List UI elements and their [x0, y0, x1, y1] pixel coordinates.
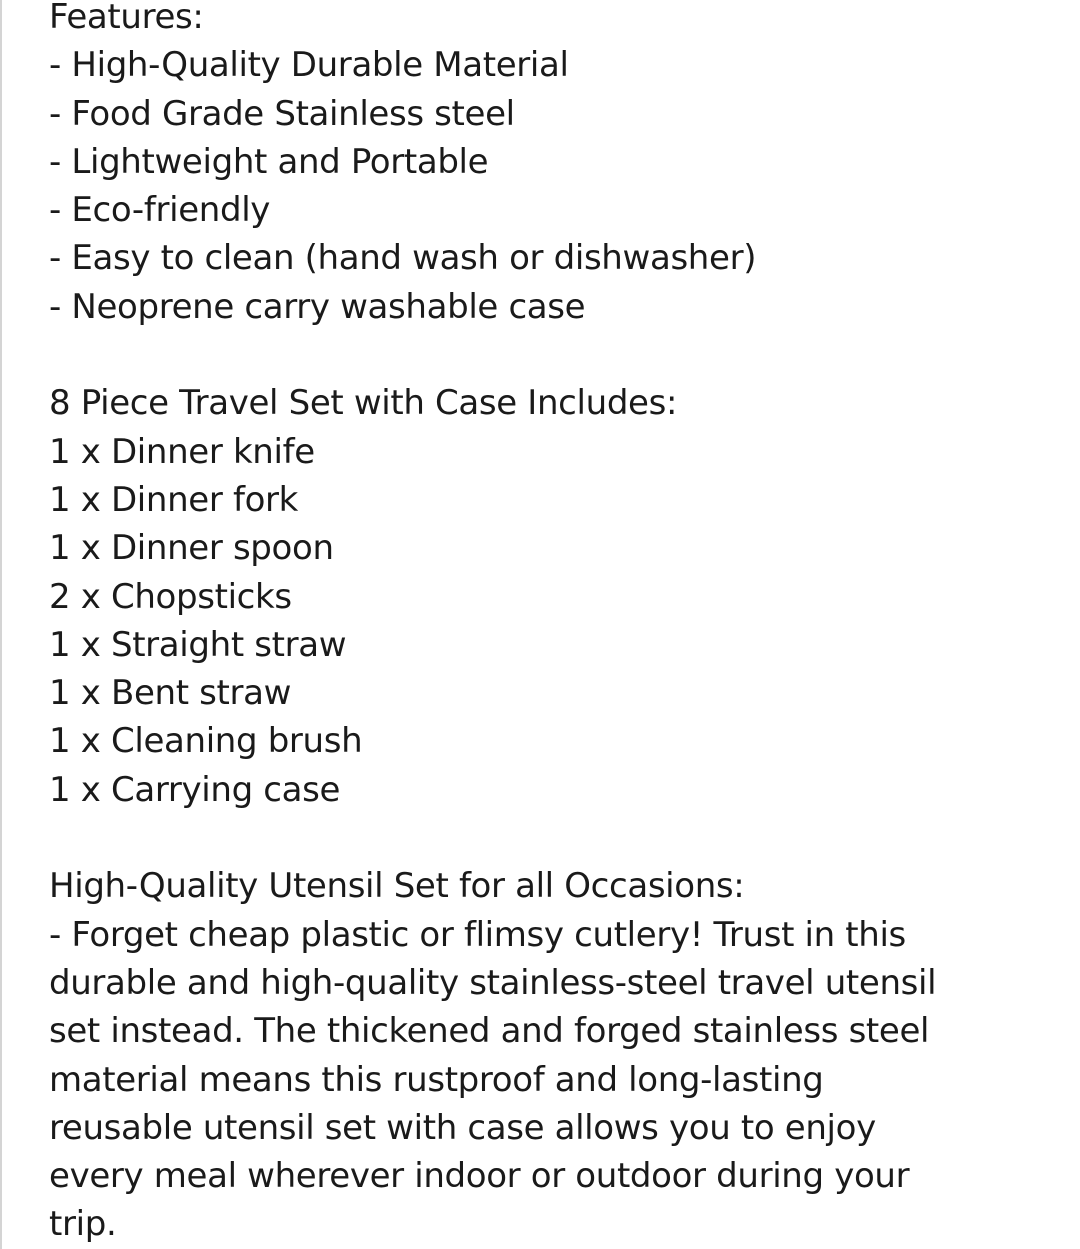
set-contents-heading: 8 Piece Travel Set with Case Includes: — [49, 383, 678, 424]
blank-line — [49, 331, 1059, 379]
feature-item: - Neoprene carry washable case — [49, 286, 586, 327]
blank-line — [49, 814, 1059, 862]
features-heading: Features: — [49, 0, 204, 37]
occasions-text-line: material means this rustproof and long-lasting — [49, 1059, 824, 1100]
occasions-text-line: every meal wherever indoor or outdoor during your — [49, 1156, 910, 1197]
feature-item: - Food Grade Stainless steel — [49, 93, 515, 134]
set-item: 2 x Chopsticks — [49, 576, 292, 617]
set-item: 1 x Straight straw — [49, 624, 347, 665]
set-item: 1 x Dinner knife — [49, 431, 315, 472]
occasions-text-line: trip. — [49, 1204, 117, 1245]
set-item: 1 x Dinner spoon — [49, 528, 334, 569]
left-edge-divider — [0, 0, 2, 1249]
occasions-heading: High-Quality Utensil Set for all Occasions: — [49, 866, 745, 907]
occasions-text-line: set instead. The thickened and forged stainless steel — [49, 1011, 930, 1052]
feature-item: - High-Quality Durable Material — [49, 45, 569, 86]
occasions-text-line: reusable utensil set with case allows you to enjoy — [49, 1107, 876, 1148]
feature-item: - Easy to clean (hand wash or dishwasher) — [49, 238, 757, 279]
set-item: 1 x Bent straw — [49, 673, 292, 714]
occasions-text-line: - Forget cheap plastic or flimsy cutlery! Trust in this — [49, 914, 906, 955]
occasions-text-line: durable and high-quality stainless-steel travel utensil — [49, 962, 937, 1003]
set-item: 1 x Dinner fork — [49, 479, 298, 520]
set-item: 1 x Carrying case — [49, 769, 341, 810]
feature-item: - Eco-friendly — [49, 190, 271, 231]
product-description — [49, 0, 1059, 1249]
set-item: 1 x Cleaning brush — [49, 721, 363, 762]
feature-item: - Lightweight and Portable — [49, 141, 489, 182]
